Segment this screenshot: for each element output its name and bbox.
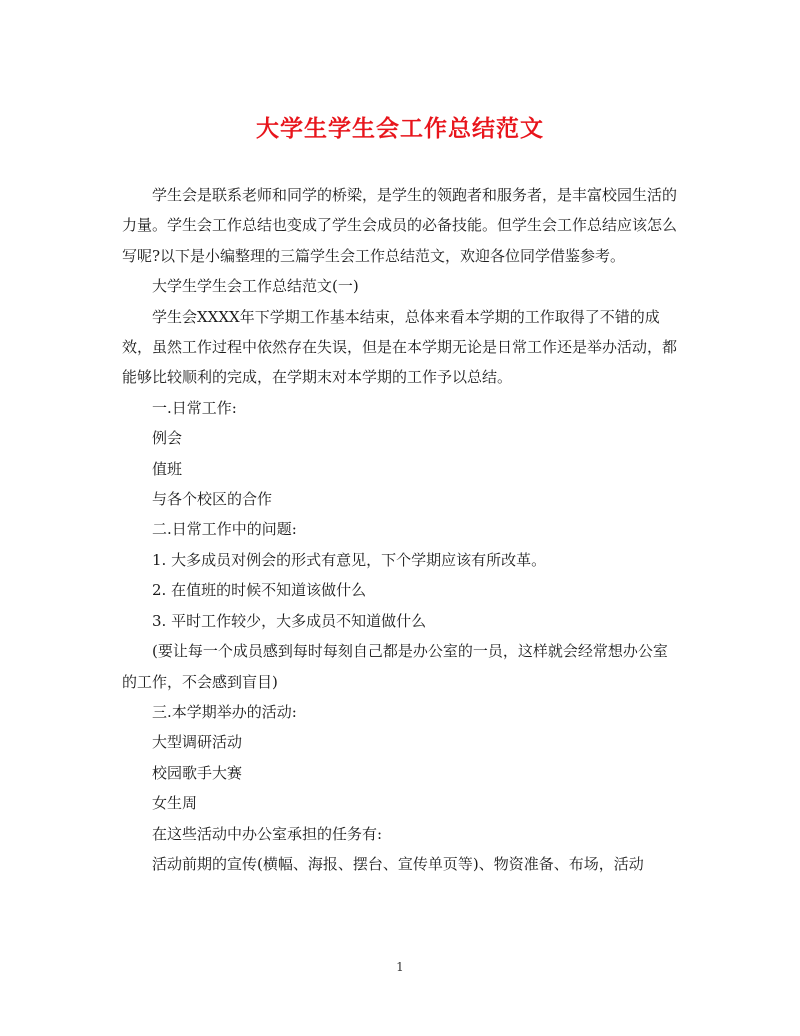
document-title: 大学生学生会工作总结范文	[256, 115, 544, 142]
list-item: 大型调研活动	[152, 733, 243, 752]
document-body	[122, 180, 682, 879]
list-heading: 二.日常工作中的问题:	[152, 520, 297, 539]
numbered-item: 3. 平时工作较少，大多成员不知道做什么	[152, 611, 427, 630]
section-heading: 大学生学生会工作总结范文(一)	[152, 277, 359, 296]
numbered-item: 1. 大多成员对例会的形式有意见，下个学期应该有所改革。	[152, 550, 547, 569]
note-paragraph: (要让每一个成员感到每时每刻自己都是办公室的一员，这样就会经常想办公室的工作，不会感到盲目)	[122, 642, 668, 691]
list-item: 与各个校区的合作	[152, 490, 273, 509]
list-heading: 一.日常工作:	[152, 398, 237, 417]
body-paragraph: 活动前期的宣传(横幅、海报、摆台、宣传单页等)、物资准备、布场，活动	[152, 854, 644, 873]
list-item: 例会	[152, 429, 183, 448]
list-heading: 三.本学期举办的活动:	[152, 702, 297, 721]
summary-paragraph: 学生会XXXX年下学期工作基本结束，总体来看本学期的工作取得了不错的成效，虽然工作过程中依然存在失误，但是在本学期无论是日常工作还是举办活动，都能够比较顺利的完成，在学期末对本学期的工作予以总结。	[122, 307, 678, 387]
list-item: 女生周	[152, 794, 198, 813]
intro-paragraph: 学生会是联系老师和同学的桥梁，是学生的领跑者和服务者，是丰富校园生活的力量。学生会工作总结也变成了学生会成员的必备技能。但学生会工作总结应该怎么写呢?以下是小编整理的三篇学生会工作总结范文，欢迎各位同学借鉴参考。	[122, 186, 678, 265]
numbered-item: 2. 在值班的时候不知道该做什么	[152, 581, 367, 600]
page-number: 1	[396, 960, 404, 974]
body-paragraph: 在这些活动中办公室承担的任务有:	[152, 824, 383, 843]
list-item: 值班	[152, 459, 183, 478]
list-item: 校园歌手大赛	[152, 763, 243, 782]
